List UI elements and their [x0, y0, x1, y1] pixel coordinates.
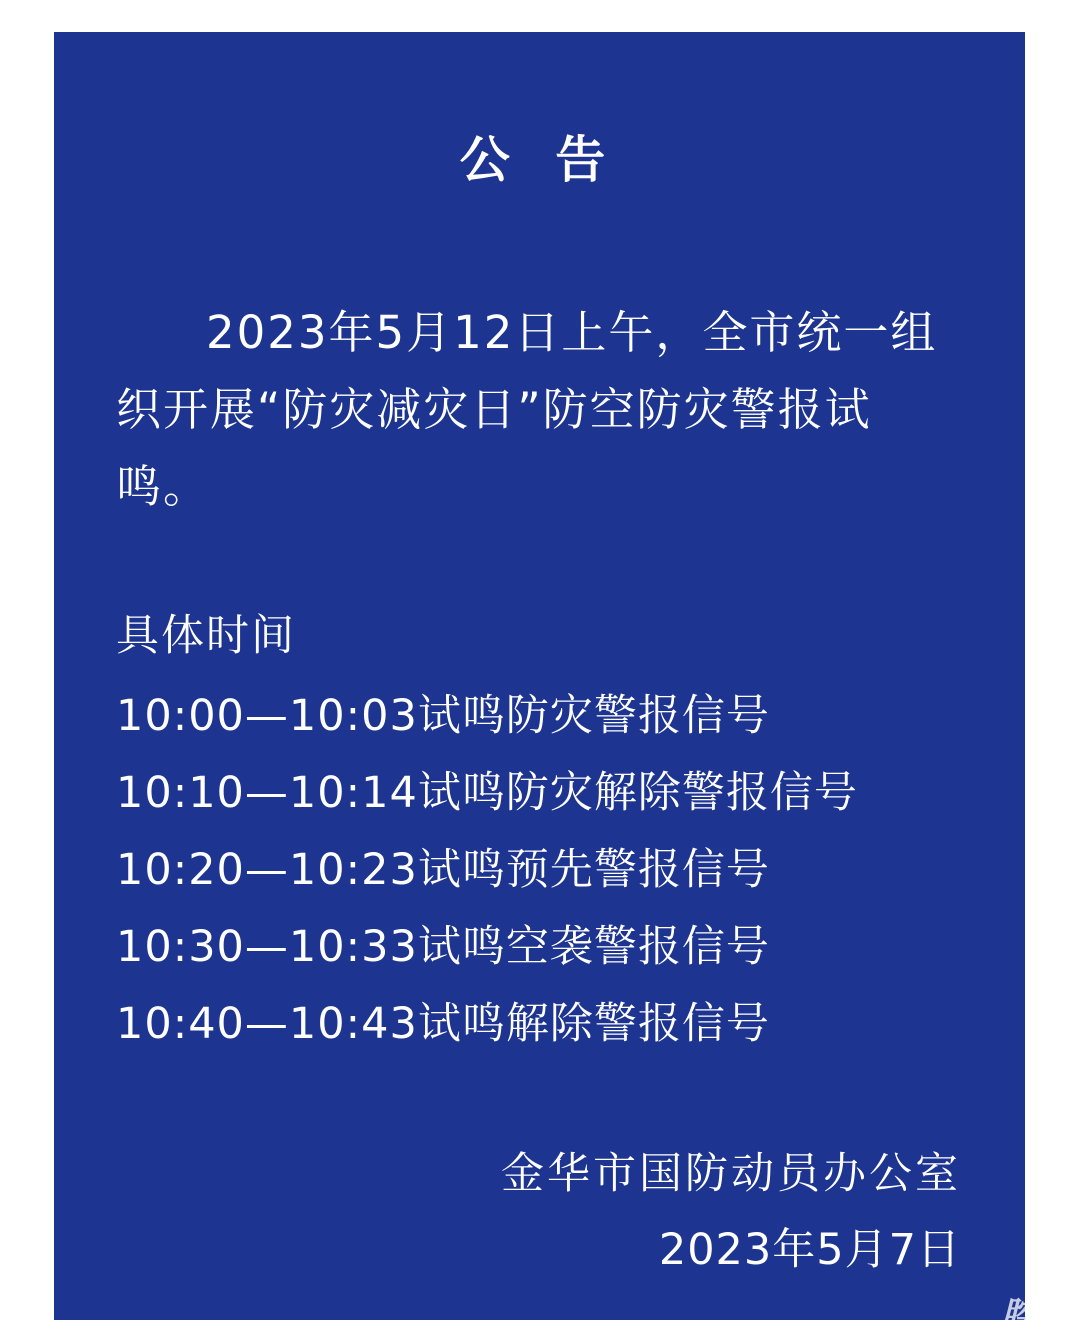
watermark-logo: 腔友	[999, 1296, 1076, 1337]
signature-organization: 金华市国防动员办公室	[501, 1149, 961, 1199]
notice-body: 2023年5月12日上午，全市统一组织开展“防灾减灾日”防空防灾警报试鸣。	[116, 306, 938, 513]
notice-title: 公 告	[459, 131, 620, 189]
schedule-list	[116, 678, 858, 1063]
schedule-heading: 具体时间	[116, 611, 296, 661]
schedule-item: 10:00—10:03试鸣防灾警报信号	[116, 691, 770, 741]
notice-panel	[54, 32, 1025, 1320]
schedule-item: 10:10—10:14试鸣防灾解除警报信号	[116, 768, 858, 818]
schedule-item: 10:40—10:43试鸣解除警报信号	[116, 999, 770, 1049]
signature-date: 2023年5月7日	[658, 1225, 961, 1275]
schedule-item: 10:20—10:23试鸣预先警报信号	[116, 845, 770, 895]
schedule-item: 10:30—10:33试鸣空袭警报信号	[116, 922, 770, 972]
